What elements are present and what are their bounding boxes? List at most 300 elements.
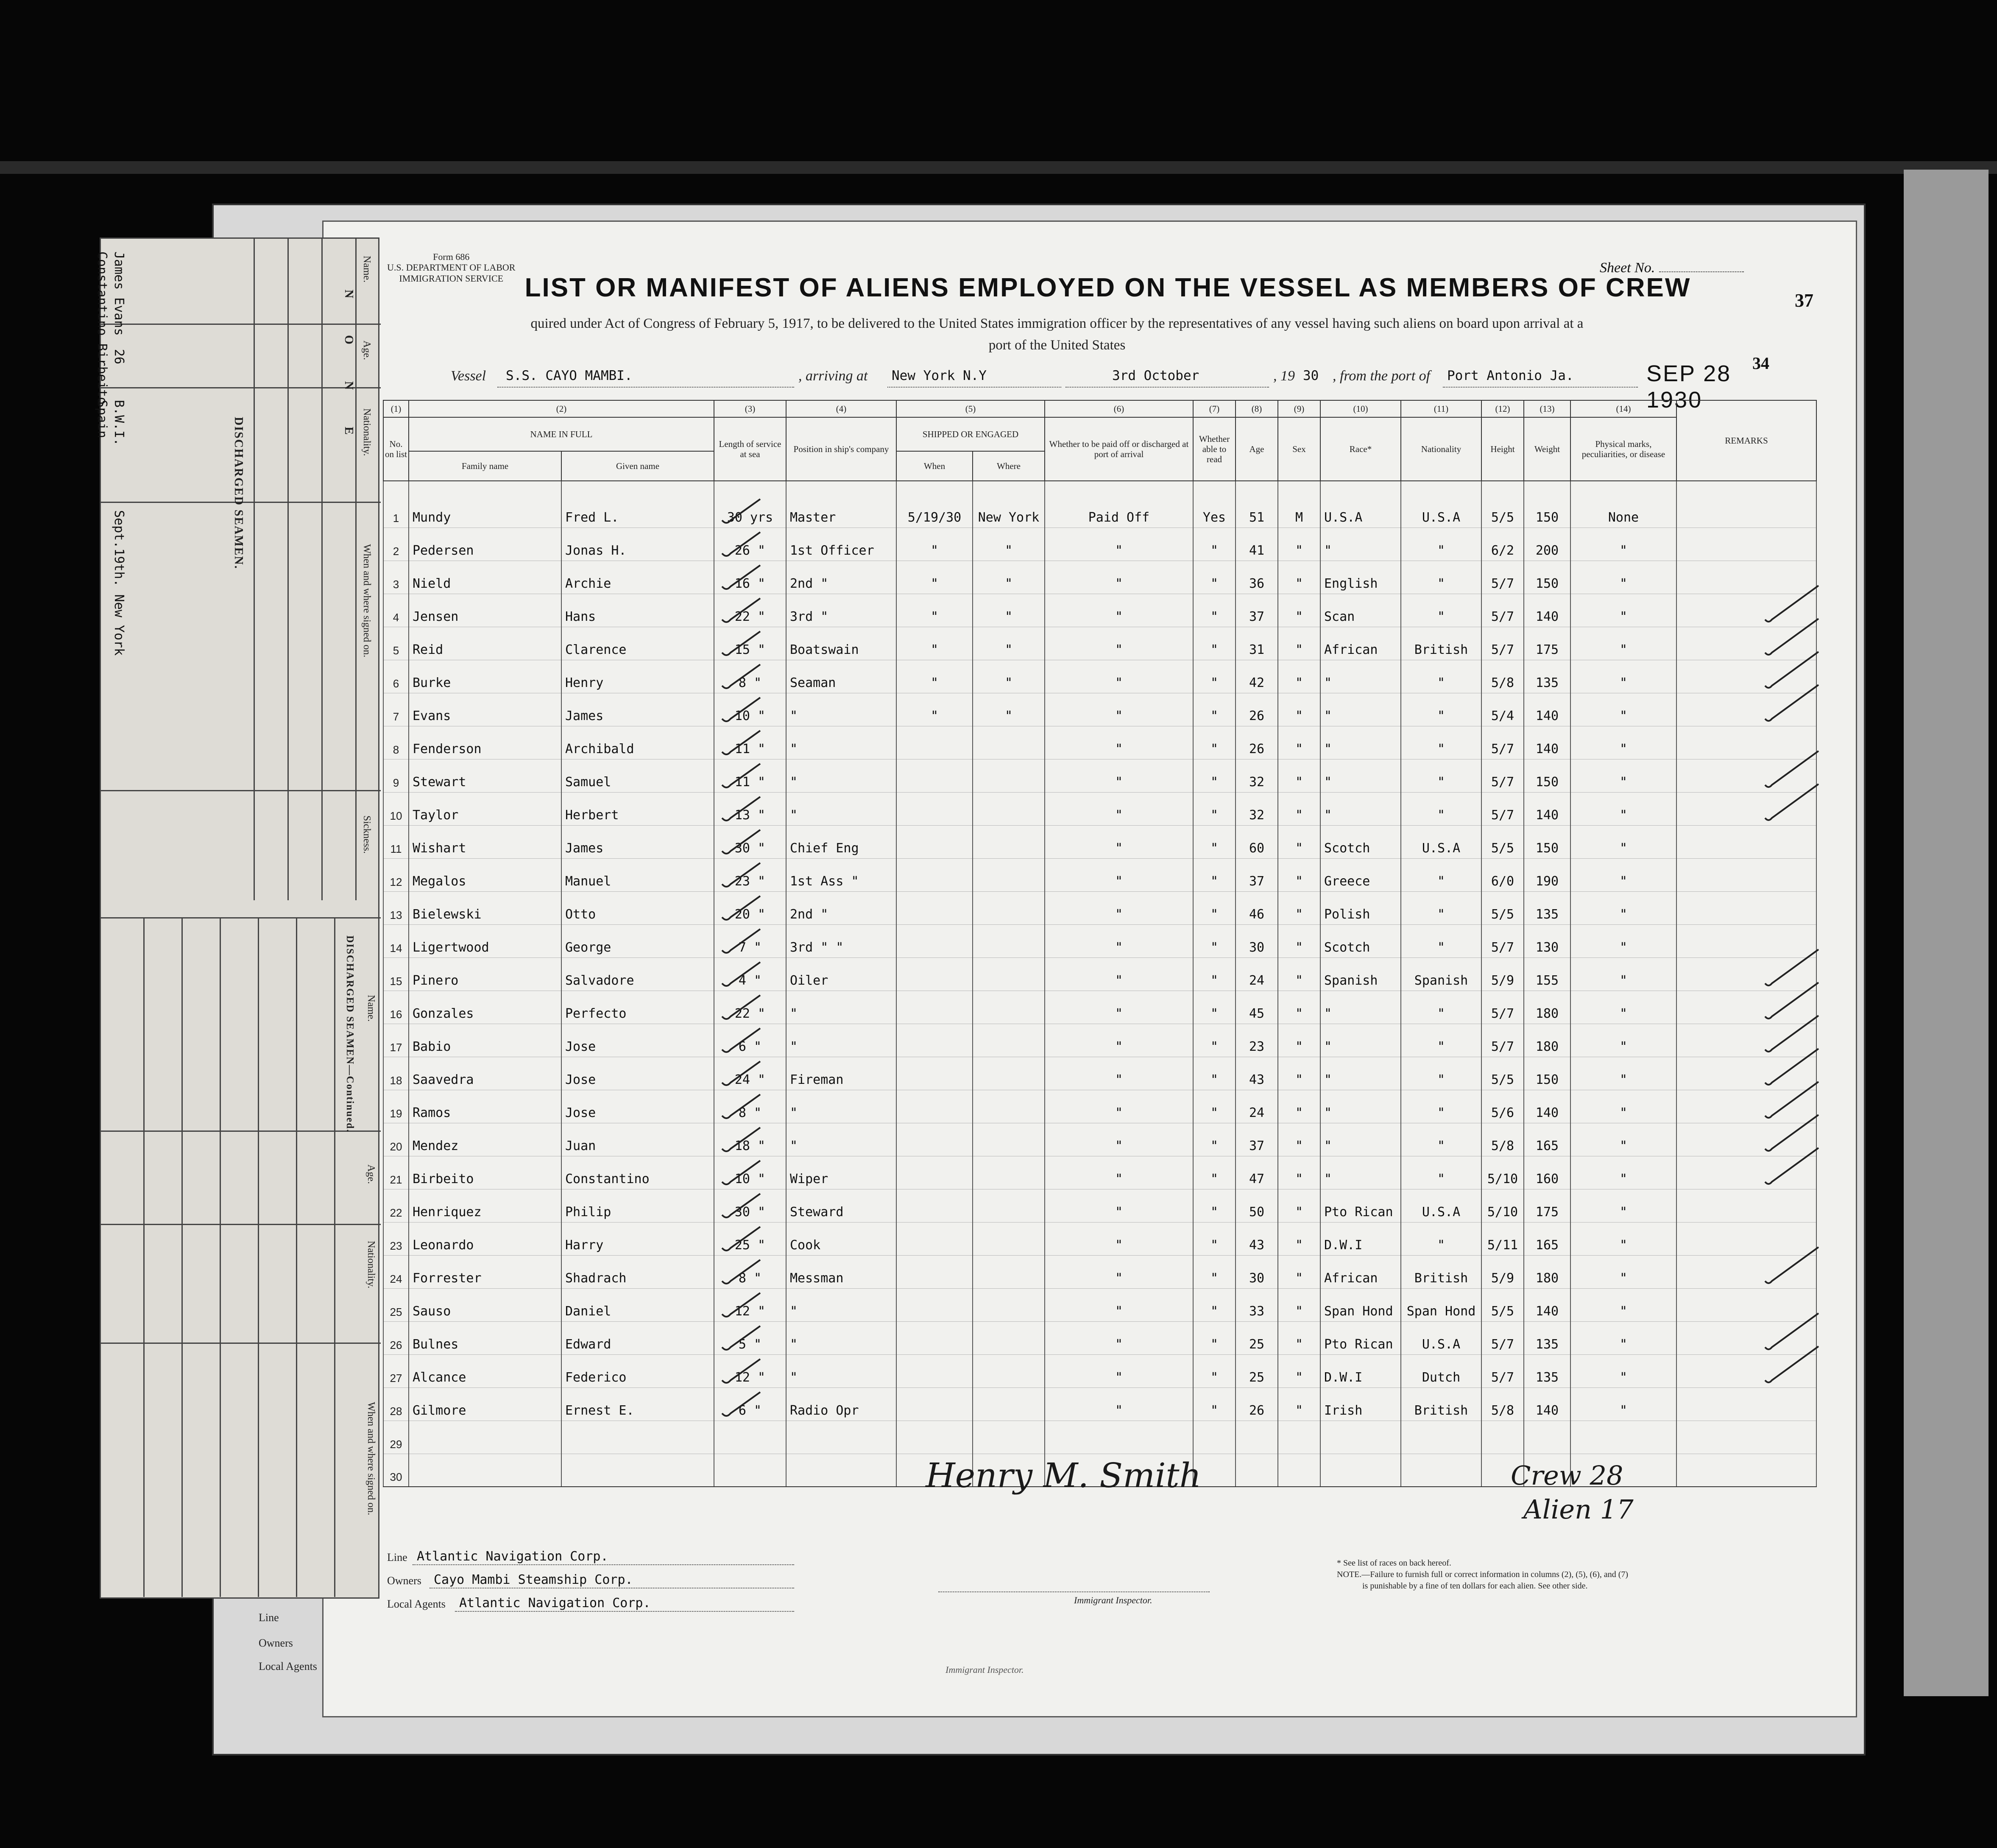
cell-wt: 150 xyxy=(1524,481,1570,528)
header-no-on-list: No. on list xyxy=(383,417,409,481)
header-where: Where xyxy=(973,451,1045,481)
slip-entry-name-2: Constantino Birbeito xyxy=(95,251,109,405)
cell-len: 23 " xyxy=(714,858,786,891)
table-row xyxy=(383,1123,1816,1156)
cell-race: Irish xyxy=(1320,1387,1401,1421)
cell-when xyxy=(896,825,973,858)
cell-ht: 5/7 xyxy=(1481,1024,1524,1057)
manifest-sheet xyxy=(322,221,1857,1717)
cell-family: Jensen xyxy=(409,594,561,627)
table-row xyxy=(383,1288,1816,1321)
cell-given: Jose xyxy=(561,1057,714,1090)
cell-marks: " xyxy=(1570,1090,1676,1123)
cell-paid: " xyxy=(1045,759,1193,792)
sheet-number-field: Sheet No. xyxy=(1600,260,1744,276)
cell-remarks xyxy=(1676,957,1816,991)
cell-nat: " xyxy=(1401,1090,1481,1123)
cell-paid: " xyxy=(1045,1288,1193,1321)
under-line-label: Line xyxy=(259,1611,279,1624)
cell-sex: " xyxy=(1278,693,1320,726)
cell-wt: 190 xyxy=(1524,858,1570,891)
cell-paid: " xyxy=(1045,594,1193,627)
cell-marks: " xyxy=(1570,561,1676,594)
cell-sex: M xyxy=(1278,481,1320,528)
cell-ht: 5/7 xyxy=(1481,792,1524,825)
slip-entry-where-1: Sept.19th. New York xyxy=(112,510,126,656)
cell-marks: " xyxy=(1570,1156,1676,1189)
note-fine: is punishable by a fine of ten dollars for each alien. See other side. xyxy=(1362,1581,1588,1591)
cell-where: " xyxy=(973,660,1045,693)
cell-remarks xyxy=(1676,1222,1816,1255)
cell-given: Herbert xyxy=(561,792,714,825)
col-num-1: (1) xyxy=(383,400,409,417)
cell-wt: 150 xyxy=(1524,825,1570,858)
from-port-label: , from the port of xyxy=(1333,368,1431,384)
cell-read: " xyxy=(1193,1156,1236,1189)
cell-family: Mundy xyxy=(409,481,561,528)
cell-sex xyxy=(1278,1421,1320,1454)
cell-given: Hans xyxy=(561,594,714,627)
manifest-table-wrap xyxy=(383,400,1817,1487)
cell-race: " xyxy=(1320,759,1401,792)
cell-race: Span Hond xyxy=(1320,1288,1401,1321)
cell-nat: Spanish xyxy=(1401,957,1481,991)
cell-nat: U.S.A xyxy=(1401,1189,1481,1222)
cell-when: " xyxy=(896,594,973,627)
cell-read: " xyxy=(1193,1354,1236,1387)
cell-race: Pto Rican xyxy=(1320,1189,1401,1222)
cell-marks: None xyxy=(1570,481,1676,528)
cell-family: Pedersen xyxy=(409,528,561,561)
cell-read: " xyxy=(1193,528,1236,561)
cell-where xyxy=(973,1387,1045,1421)
cell-pos: " xyxy=(786,1288,896,1321)
crew-manifest-table xyxy=(383,400,1817,1487)
owners-label: Owners xyxy=(387,1574,421,1587)
col-num-5: (5) xyxy=(896,400,1045,417)
cell-len: 22 " xyxy=(714,991,786,1024)
cell-given: Otto xyxy=(561,891,714,924)
arrival-date: 3rd October xyxy=(1112,368,1199,383)
cell-sex: " xyxy=(1278,792,1320,825)
cell-race: " xyxy=(1320,1057,1401,1090)
cell-when: " xyxy=(896,693,973,726)
cell-len xyxy=(714,1421,786,1454)
cell-age: 31 xyxy=(1236,627,1278,660)
cell-where xyxy=(973,1090,1045,1123)
cell-sex: " xyxy=(1278,858,1320,891)
header-length-of-service: Length of service at sea xyxy=(714,417,786,481)
cell-where xyxy=(973,759,1045,792)
cell-marks: " xyxy=(1570,1288,1676,1321)
cell-family: Bielewski xyxy=(409,891,561,924)
cell-marks: " xyxy=(1570,825,1676,858)
table-row xyxy=(383,792,1816,825)
cell-remarks xyxy=(1676,924,1816,957)
cell-race xyxy=(1320,1421,1401,1454)
cell-when xyxy=(896,1189,973,1222)
cell-nat: Span Hond xyxy=(1401,1288,1481,1321)
cell-family: Leonardo xyxy=(409,1222,561,1255)
cell-wt: 140 xyxy=(1524,693,1570,726)
cell-len: 8 " xyxy=(714,1090,786,1123)
cell-pos: 1st Ass " xyxy=(786,858,896,891)
cell-where: " xyxy=(973,594,1045,627)
cell-read: " xyxy=(1193,1024,1236,1057)
cell-ht: 5/8 xyxy=(1481,660,1524,693)
slip-entry-age-1: 26 xyxy=(112,349,126,365)
scan-border-top xyxy=(0,161,1997,174)
cell-len: 30 " xyxy=(714,1189,786,1222)
cell-paid: " xyxy=(1045,1387,1193,1421)
cell-where xyxy=(973,991,1045,1024)
cell-family: Bulnes xyxy=(409,1321,561,1354)
cell-age: 42 xyxy=(1236,660,1278,693)
cell-len: 10 " xyxy=(714,1156,786,1189)
cell-ht: 5/9 xyxy=(1481,957,1524,991)
cell-age: 23 xyxy=(1236,1024,1278,1057)
cell-remarks xyxy=(1676,528,1816,561)
cell-n: 14 xyxy=(383,924,409,957)
manifest-subtitle xyxy=(379,313,1735,356)
cell-n: 24 xyxy=(383,1255,409,1288)
cell-where xyxy=(973,1189,1045,1222)
cell-paid: " xyxy=(1045,660,1193,693)
cell-age: 46 xyxy=(1236,891,1278,924)
cell-wt: 180 xyxy=(1524,1255,1570,1288)
cell-age: 50 xyxy=(1236,1189,1278,1222)
cell-nat: British xyxy=(1401,1387,1481,1421)
cell-age: 30 xyxy=(1236,924,1278,957)
cell-pos: Seaman xyxy=(786,660,896,693)
cell-family: Gonzales xyxy=(409,991,561,1024)
cell-sex: " xyxy=(1278,1090,1320,1123)
cell-paid: " xyxy=(1045,1090,1193,1123)
cell-age: 33 xyxy=(1236,1288,1278,1321)
cell-age: 43 xyxy=(1236,1222,1278,1255)
cell-paid: " xyxy=(1045,858,1193,891)
cell-sex: " xyxy=(1278,957,1320,991)
cell-given: James xyxy=(561,825,714,858)
cell-nat: " xyxy=(1401,759,1481,792)
header-shipped-or-engaged: SHIPPED OR ENGAGED xyxy=(896,417,1045,451)
cell-age: 25 xyxy=(1236,1354,1278,1387)
cell-given: Fred L. xyxy=(561,481,714,528)
cell-wt: 130 xyxy=(1524,924,1570,957)
cell-family: Ramos xyxy=(409,1090,561,1123)
cell-nat: Dutch xyxy=(1401,1354,1481,1387)
cell-sex: " xyxy=(1278,891,1320,924)
header-height: Height xyxy=(1481,417,1524,481)
cell-ht: 5/10 xyxy=(1481,1189,1524,1222)
cell-paid: " xyxy=(1045,1123,1193,1156)
cell-age: 60 xyxy=(1236,825,1278,858)
cell-wt: 150 xyxy=(1524,1057,1570,1090)
cell-remarks xyxy=(1676,1255,1816,1288)
page-number: 34 xyxy=(1752,354,1769,373)
cell-ht: 5/9 xyxy=(1481,1255,1524,1288)
cell-marks: " xyxy=(1570,1255,1676,1288)
cell-family: Ligertwood xyxy=(409,924,561,957)
cell-age: 32 xyxy=(1236,759,1278,792)
header-age: Age xyxy=(1236,417,1278,481)
service-name: IMMIGRATION SERVICE xyxy=(399,273,504,284)
cell-where: " xyxy=(973,693,1045,726)
cell-race: " xyxy=(1320,1123,1401,1156)
cell-when xyxy=(896,1288,973,1321)
cell-family: Saavedra xyxy=(409,1057,561,1090)
cell-wt: 200 xyxy=(1524,528,1570,561)
cell-pos: Wiper xyxy=(786,1156,896,1189)
col-num-9: (9) xyxy=(1278,400,1320,417)
cell-when xyxy=(896,891,973,924)
slip-entry-name-1: James Evans xyxy=(112,251,126,336)
cell-where xyxy=(973,1024,1045,1057)
subtitle-line-1: quired under Act of Congress of February 5, 1917, to be delivered to the United States immigration officer by the representatives of any vessel having such aliens on board upon arrival at a xyxy=(530,316,1584,331)
cell-len: 18 " xyxy=(714,1123,786,1156)
cell-age: 24 xyxy=(1236,957,1278,991)
slip-where-header: When and where signed on. xyxy=(361,544,372,658)
cell-ht: 5/7 xyxy=(1481,726,1524,759)
cell-family: Pinero xyxy=(409,957,561,991)
table-row xyxy=(383,1057,1816,1090)
owners-value: Cayo Mambi Steamship Corp. xyxy=(434,1572,633,1587)
alien-count-note: Alien 17 xyxy=(1523,1494,1634,1525)
cell-when xyxy=(896,991,973,1024)
footer-notes xyxy=(1337,1558,1628,1592)
cell-given: Salvadore xyxy=(561,957,714,991)
cell-len xyxy=(714,1454,786,1487)
cell-paid: " xyxy=(1045,561,1193,594)
cell-where xyxy=(973,858,1045,891)
cell-ht: 5/5 xyxy=(1481,825,1524,858)
manifest-rows xyxy=(383,481,1816,1487)
cell-given: Harry xyxy=(561,1222,714,1255)
cell-nat: " xyxy=(1401,528,1481,561)
arrival-year: 30 xyxy=(1303,368,1319,383)
table-row xyxy=(383,660,1816,693)
cell-given: Henry xyxy=(561,660,714,693)
cell-where xyxy=(973,792,1045,825)
cell-where xyxy=(973,1123,1045,1156)
cell-race: D.W.I xyxy=(1320,1354,1401,1387)
cell-given: George xyxy=(561,924,714,957)
cell-nat: " xyxy=(1401,1222,1481,1255)
cell-where: " xyxy=(973,561,1045,594)
cell-read: " xyxy=(1193,1123,1236,1156)
header-name-in-full: NAME IN FULL xyxy=(409,417,714,451)
cell-ht: 5/7 xyxy=(1481,924,1524,957)
cell-when xyxy=(896,1123,973,1156)
inspector-signature: Henry M. Smith xyxy=(926,1456,1202,1495)
slip-title: DISCHARGED SEAMEN. xyxy=(232,417,245,569)
cell-pos: " xyxy=(786,1321,896,1354)
slip-age-header: Age. xyxy=(361,341,372,360)
cell-marks: " xyxy=(1570,1057,1676,1090)
cell-race: " xyxy=(1320,1090,1401,1123)
cell-marks: " xyxy=(1570,594,1676,627)
cell-paid: " xyxy=(1045,1156,1193,1189)
cell-read: " xyxy=(1193,957,1236,991)
cell-race: Greece xyxy=(1320,858,1401,891)
cell-race: " xyxy=(1320,792,1401,825)
cell-age: 43 xyxy=(1236,1057,1278,1090)
note-races: * See list of races on back hereof. xyxy=(1337,1558,1451,1568)
from-port: Port Antonio Ja. xyxy=(1447,368,1574,383)
header-able-to-read: Whether able to read xyxy=(1193,417,1236,481)
cell-remarks xyxy=(1676,1288,1816,1321)
cell-n: 2 xyxy=(383,528,409,561)
cell-age: 32 xyxy=(1236,792,1278,825)
cell-read: " xyxy=(1193,1222,1236,1255)
cell-marks: " xyxy=(1570,957,1676,991)
cell-n: 4 xyxy=(383,594,409,627)
cell-read xyxy=(1193,1421,1236,1454)
cell-len: 12 " xyxy=(714,1354,786,1387)
cell-sex: " xyxy=(1278,627,1320,660)
cell-n: 9 xyxy=(383,759,409,792)
page-mark-top: 37 xyxy=(1795,290,1813,311)
slip-sickness-header: Sickness. xyxy=(361,815,372,854)
cell-when xyxy=(896,1222,973,1255)
cell-n: 22 xyxy=(383,1189,409,1222)
table-row xyxy=(383,1387,1816,1421)
cell-len: 25 " xyxy=(714,1222,786,1255)
cell-sex: " xyxy=(1278,528,1320,561)
cell-when xyxy=(896,1387,973,1421)
cell-race: " xyxy=(1320,1156,1401,1189)
cell-wt: 140 xyxy=(1524,594,1570,627)
cell-pos: Oiler xyxy=(786,957,896,991)
cell-given: Archibald xyxy=(561,726,714,759)
cell-marks: " xyxy=(1570,627,1676,660)
cell-family: Nield xyxy=(409,561,561,594)
cell-n: 29 xyxy=(383,1421,409,1454)
cell-pos: 3rd " " xyxy=(786,924,896,957)
cell-len: 30 yrs xyxy=(714,481,786,528)
table-row xyxy=(383,858,1816,891)
cell-given xyxy=(561,1454,714,1487)
cell-where xyxy=(973,1421,1045,1454)
cell-pos: Fireman xyxy=(786,1057,896,1090)
cell-remarks xyxy=(1676,1123,1816,1156)
cell-remarks xyxy=(1676,792,1816,825)
cell-ht: 5/5 xyxy=(1481,1057,1524,1090)
cell-n: 16 xyxy=(383,991,409,1024)
cell-read: " xyxy=(1193,561,1236,594)
date-stamp: SEP 28 1930 xyxy=(1646,361,1732,413)
cell-ht: 5/10 xyxy=(1481,1156,1524,1189)
table-row xyxy=(383,1354,1816,1387)
header-sex: Sex xyxy=(1278,417,1320,481)
cell-remarks xyxy=(1676,1421,1816,1454)
cell-ht: 5/7 xyxy=(1481,594,1524,627)
cell-where: " xyxy=(973,528,1045,561)
cell-paid: " xyxy=(1045,528,1193,561)
cell-paid: " xyxy=(1045,1354,1193,1387)
cell-given: Jose xyxy=(561,1090,714,1123)
cell-age: 26 xyxy=(1236,726,1278,759)
cell-nat: " xyxy=(1401,1156,1481,1189)
table-row xyxy=(383,825,1816,858)
cell-read: " xyxy=(1193,991,1236,1024)
cell-read: " xyxy=(1193,1057,1236,1090)
cell-read: " xyxy=(1193,726,1236,759)
cell-remarks xyxy=(1676,594,1816,627)
cell-marks xyxy=(1570,1421,1676,1454)
cell-sex: " xyxy=(1278,1024,1320,1057)
cell-race: U.S.A xyxy=(1320,481,1401,528)
cell-marks: " xyxy=(1570,693,1676,726)
cell-nat: " xyxy=(1401,891,1481,924)
cell-ht: 5/5 xyxy=(1481,891,1524,924)
cell-remarks xyxy=(1676,1189,1816,1222)
table-row xyxy=(383,1222,1816,1255)
cell-ht: 5/7 xyxy=(1481,561,1524,594)
cell-paid: " xyxy=(1045,1255,1193,1288)
cell-len: 22 " xyxy=(714,594,786,627)
cell-read: " xyxy=(1193,627,1236,660)
cell-ht: 5/8 xyxy=(1481,1387,1524,1421)
cell-read: " xyxy=(1193,858,1236,891)
cell-when xyxy=(896,1354,973,1387)
cell-race: African xyxy=(1320,1255,1401,1288)
cell-nat: " xyxy=(1401,924,1481,957)
line-value: Atlantic Navigation Corp. xyxy=(417,1549,608,1564)
cell-sex: " xyxy=(1278,1321,1320,1354)
discharged-seamen-slip xyxy=(95,237,379,1599)
table-row xyxy=(383,561,1816,594)
cell-where xyxy=(973,825,1045,858)
cell-wt: 175 xyxy=(1524,627,1570,660)
cell-where xyxy=(973,1354,1045,1387)
table-row xyxy=(383,1421,1816,1454)
cell-given: Archie xyxy=(561,561,714,594)
cell-nat: U.S.A xyxy=(1401,481,1481,528)
cell-sex: " xyxy=(1278,759,1320,792)
cell-read: " xyxy=(1193,1090,1236,1123)
cell-n: 23 xyxy=(383,1222,409,1255)
cell-where xyxy=(973,924,1045,957)
cell-n: 15 xyxy=(383,957,409,991)
cell-sex: " xyxy=(1278,1222,1320,1255)
col-num-2: (2) xyxy=(409,400,714,417)
cell-sex: " xyxy=(1278,561,1320,594)
cell-ht xyxy=(1481,1421,1524,1454)
cell-remarks xyxy=(1676,693,1816,726)
cell-nat: " xyxy=(1401,858,1481,891)
cell-pos: 3rd " xyxy=(786,594,896,627)
cell-ht: 5/8 xyxy=(1481,1123,1524,1156)
cell-when xyxy=(896,792,973,825)
cell-n: 20 xyxy=(383,1123,409,1156)
cell-nat: British xyxy=(1401,627,1481,660)
local-agents-value: Atlantic Navigation Corp. xyxy=(459,1596,651,1611)
header-remarks: REMARKS xyxy=(1676,400,1816,481)
cell-race: Scotch xyxy=(1320,825,1401,858)
cell-len: 4 " xyxy=(714,957,786,991)
cell-wt: 140 xyxy=(1524,1090,1570,1123)
cell-family: Stewart xyxy=(409,759,561,792)
table-row xyxy=(383,1189,1816,1222)
cell-sex: " xyxy=(1278,660,1320,693)
cell-marks: " xyxy=(1570,858,1676,891)
cell-family: Sauso xyxy=(409,1288,561,1321)
cell-where xyxy=(973,1321,1045,1354)
cell-pos: " xyxy=(786,726,896,759)
cell-where xyxy=(973,891,1045,924)
cell-sex: " xyxy=(1278,1288,1320,1321)
